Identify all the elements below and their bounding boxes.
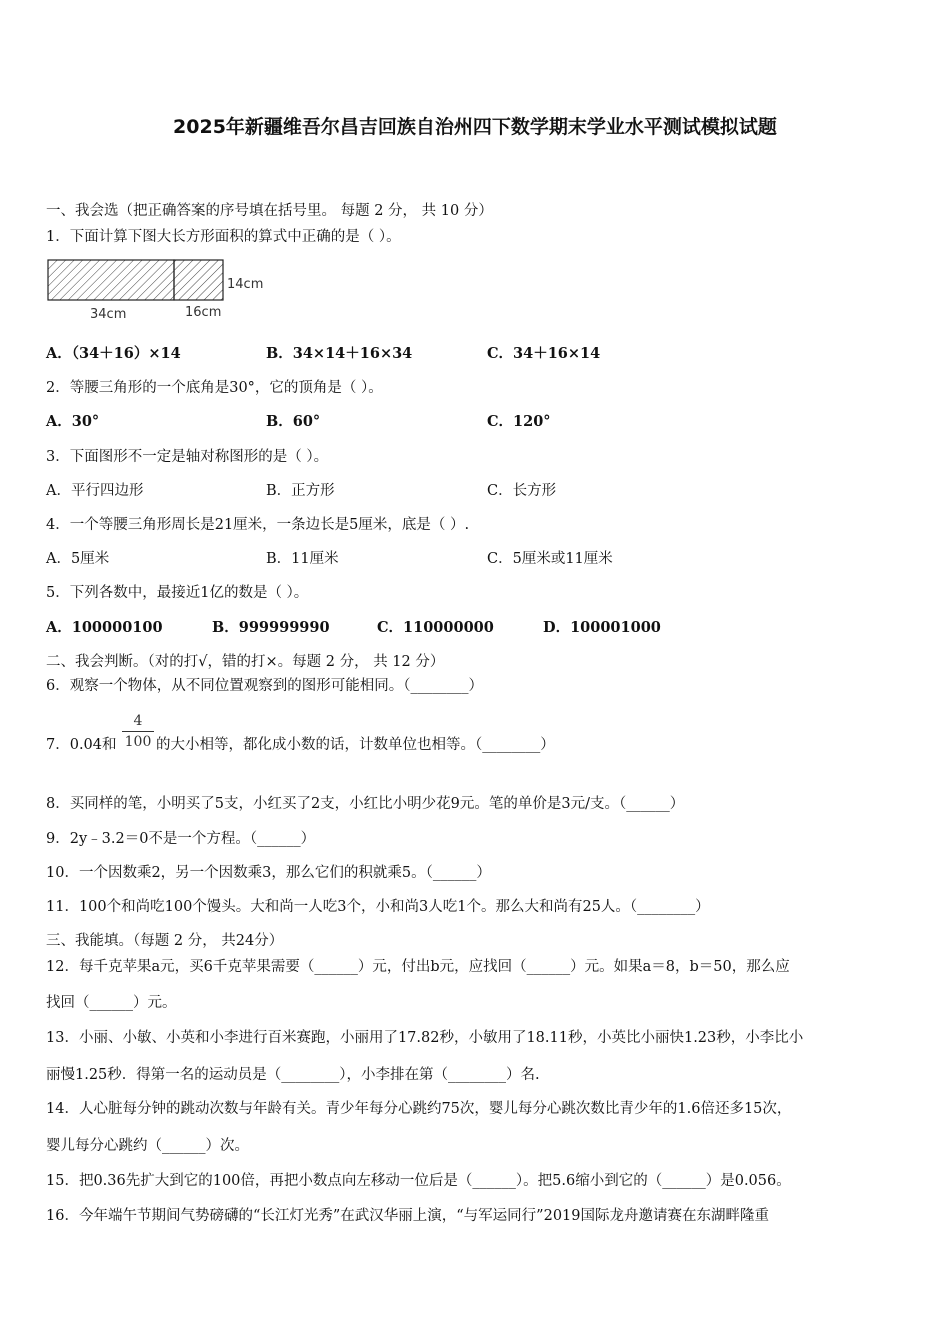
question-7-suffix: 的大小相等，都化成小数的话，计数单位也相等。（________） xyxy=(156,737,555,753)
q5-option-b: B．999999990 xyxy=(212,619,330,636)
page-title: 2025年新疆维吾尔昌吉回族自治州四下数学期末学业水平测试模拟试题 xyxy=(173,116,777,138)
section-1-heading: 一、我会选（把正确答案的序号填在括号里。 每题 2 分， 共 10 分） xyxy=(46,203,493,219)
question-11: 11．100个和尚吃100个馒头。大和尚一人吃3个，小和尚3人吃1个。那么大和尚有25人。（________） xyxy=(46,899,710,915)
fraction-numerator: 4 xyxy=(133,713,143,729)
rectangle-figure xyxy=(44,256,284,326)
left-rectangle xyxy=(48,260,174,300)
question-3: 3．下面图形不一定是轴对称图形的是（ ）。 xyxy=(46,449,329,465)
q2-option-b: B．60° xyxy=(266,413,321,430)
q3-option-c: C．长方形 xyxy=(487,483,557,499)
q5-option-d: D．100001000 xyxy=(543,619,661,636)
q1-option-b: B．34×14＋16×34 xyxy=(266,345,413,362)
question-14-line-2: 婴儿每分心跳约（______）次。 xyxy=(46,1138,249,1154)
question-6: 6．观察一个物体，从不同位置观察到的图形可能相同。（________） xyxy=(46,678,483,694)
q1-option-a: A．（34＋16）×14 xyxy=(46,345,181,362)
question-12-line-1: 12．每千克苹果a元，买6千克苹果需要（______）元，付出b元，应找回（______）元。如果a＝8，b＝50，那么应 xyxy=(46,959,790,975)
question-9: 9．2y﹣3.2＝0不是一个方程。（______） xyxy=(46,831,316,847)
question-15: 15．把0.36先扩大到它的100倍，再把小数点向左移动一位后是（______）。把5.6缩小到它的（______）是0.056。 xyxy=(46,1173,791,1189)
q1-option-c: C．34＋16×14 xyxy=(487,345,601,362)
question-12-line-2: 找回（______）元。 xyxy=(46,995,177,1011)
q4-option-b: B．11厘米 xyxy=(266,551,339,567)
question-13-line-2: 丽慢1.25秒．得第一名的运动员是（________），小李排在第（________）名. xyxy=(46,1067,540,1083)
question-2: 2．等腰三角形的一个底角是30°，它的顶角是（ ）。 xyxy=(46,380,383,396)
fraction-4-100 xyxy=(122,712,154,751)
height-label: 14cm xyxy=(227,277,264,292)
q3-option-b: B．正方形 xyxy=(266,483,335,499)
q5-option-a: A．100000100 xyxy=(46,619,163,636)
question-8: 8．买同样的笔，小明买了5支，小红买了2支，小红比小明少花9元。笔的单价是3元/支。（______） xyxy=(46,796,685,812)
question-13-line-1: 13．小丽、小敏、小英和小李进行百米赛跑，小丽用了17.82秒，小敏用了18.11秒，小英比小丽快1.23秒，小李比小 xyxy=(46,1030,804,1046)
question-14-line-1: 14．人心脏每分钟的跳动次数与年龄有关。青少年每分心跳约75次，婴儿每分心跳次数比青少年的1.6倍还多15次， xyxy=(46,1101,792,1117)
question-7-prefix: 7．0.04和 xyxy=(46,737,117,753)
fraction-denominator: 100 xyxy=(124,734,152,750)
section-3-heading: 三、我能填。（每题 2 分， 共24分） xyxy=(46,933,284,949)
question-16: 16．今年端午节期间气势磅礴的“长江灯光秀”在武汉华丽上演，“与军运同行”2019国际龙舟邀请赛在东湖畔隆重 xyxy=(46,1208,769,1224)
right-rectangle xyxy=(174,260,223,300)
question-10: 10．一个因数乘2，另一个因数乘3，那么它们的积就乘5。（______） xyxy=(46,865,491,881)
q4-option-a: A．5厘米 xyxy=(46,551,110,567)
section-2-heading: 二、我会判断。（对的打√，错的打×。每题 2 分， 共 12 分） xyxy=(46,654,445,670)
question-4: 4．一个等腰三角形周长是21厘米，一条边长是5厘米，底是（ ）. xyxy=(46,517,470,533)
q2-option-c: C．120° xyxy=(487,413,551,430)
q5-option-c: C．110000000 xyxy=(377,619,494,636)
right-width-label: 16cm xyxy=(185,305,222,320)
q3-option-a: A．平行四边形 xyxy=(46,483,144,499)
left-width-label: 34cm xyxy=(90,307,127,322)
q4-option-c: C．5厘米或11厘米 xyxy=(487,551,613,567)
question-5: 5．下列各数中，最接近1亿的数是（ ）。 xyxy=(46,585,309,601)
q2-option-a: A．30° xyxy=(46,413,100,430)
question-1: 1．下面计算下图大长方形面积的算式中正确的是（ ）。 xyxy=(46,229,401,245)
